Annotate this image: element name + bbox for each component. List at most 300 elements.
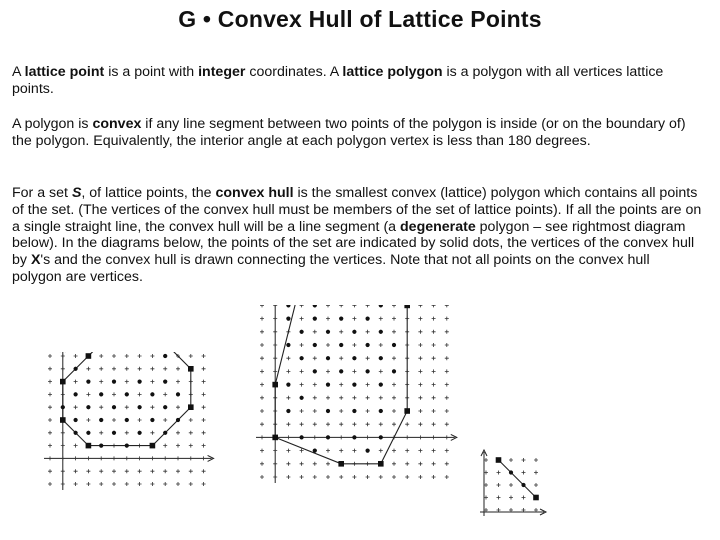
- lattice-plus-icon: [484, 496, 488, 500]
- lattice-plus-icon: [125, 380, 129, 384]
- lattice-plus-icon: [432, 383, 436, 387]
- lattice-plus-icon: [326, 422, 330, 426]
- lattice-plus-icon: [273, 475, 277, 479]
- lattice-plus-icon: [313, 356, 317, 360]
- text-run: A: [12, 64, 25, 80]
- lattice-plus-icon: [509, 458, 513, 462]
- lattice-plus-icon: [74, 444, 78, 448]
- lattice-plus-icon: [48, 431, 52, 435]
- hull-vertex-x-icon: [404, 408, 410, 414]
- set-point: [286, 317, 290, 321]
- set-point: [379, 305, 383, 308]
- set-point: [138, 431, 142, 435]
- lattice-plus-icon: [273, 330, 277, 334]
- set-point: [138, 405, 142, 409]
- lattice-plus-icon: [86, 482, 90, 486]
- set-point: [286, 383, 290, 387]
- lattice-plus-icon: [326, 317, 330, 321]
- lattice-plus-icon: [189, 431, 193, 435]
- lattice-plus-icon: [300, 422, 304, 426]
- lattice-plus-icon: [300, 317, 304, 321]
- lattice-plus-icon: [432, 396, 436, 400]
- lattice-plus-icon: [418, 356, 422, 360]
- lattice-plus-icon: [366, 383, 370, 387]
- lattice-plus-icon: [260, 435, 264, 439]
- lattice-plus-icon: [445, 475, 449, 479]
- lattice-plus-icon: [313, 435, 317, 439]
- lattice-plus-icon: [163, 469, 167, 473]
- lattice-plus-icon: [392, 396, 396, 400]
- lattice-plus-icon: [379, 422, 383, 426]
- lattice-plus-icon: [432, 317, 436, 321]
- lattice-plus-icon: [202, 456, 206, 460]
- lattice-plus-icon: [61, 456, 65, 460]
- lattice-plus-icon: [366, 330, 370, 334]
- lattice-plus-icon: [313, 475, 317, 479]
- lattice-plus-icon: [74, 456, 78, 460]
- set-point: [352, 330, 356, 334]
- lattice-plus-icon: [432, 475, 436, 479]
- text-run: S: [71, 185, 82, 201]
- set-point: [379, 409, 383, 413]
- lattice-plus-icon: [339, 383, 343, 387]
- text-run: For a set: [12, 185, 72, 201]
- lattice-plus-icon: [99, 469, 103, 473]
- lattice-plus-icon: [366, 422, 370, 426]
- lattice-plus-icon: [445, 409, 449, 413]
- lattice-plus-icon: [418, 369, 422, 373]
- lattice-plus-icon: [326, 396, 330, 400]
- lattice-plus-icon: [326, 475, 330, 479]
- set-point: [163, 354, 167, 358]
- lattice-plus-icon: [405, 449, 409, 453]
- hull-vertex-x-icon: [272, 382, 278, 388]
- lattice-plus-icon: [112, 469, 116, 473]
- lattice-plus-icon: [176, 367, 180, 371]
- lattice-plus-icon: [150, 482, 154, 486]
- lattice-plus-icon: [202, 392, 206, 396]
- lattice-plus-icon: [48, 456, 52, 460]
- lattice-plus-icon: [150, 469, 154, 473]
- lattice-plus-icon: [99, 380, 103, 384]
- lattice-plus-icon: [432, 356, 436, 360]
- lattice-plus-icon: [286, 369, 290, 373]
- irregular-hull-diagram: [232, 305, 462, 530]
- lattice-plus-icon: [260, 383, 264, 387]
- lattice-plus-icon: [339, 409, 343, 413]
- lattice-plus-icon: [48, 354, 52, 358]
- hull-vertex-x-icon: [188, 366, 194, 372]
- lattice-plus-icon: [48, 418, 52, 422]
- set-point: [313, 305, 317, 308]
- hull-vertex-x-icon: [86, 443, 92, 449]
- text-run: is a point with: [104, 64, 199, 80]
- set-point: [163, 431, 167, 435]
- lattice-plus-icon: [392, 330, 396, 334]
- lattice-plus-icon: [260, 317, 264, 321]
- text-run: A polygon is: [12, 116, 93, 132]
- hull-vertex-x-icon: [60, 379, 66, 385]
- lattice-plus-icon: [392, 356, 396, 360]
- lattice-plus-icon: [260, 449, 264, 453]
- lattice-plus-icon: [99, 456, 103, 460]
- set-point: [326, 383, 330, 387]
- convex-hull-segment: [499, 460, 537, 498]
- lattice-plus-icon: [286, 396, 290, 400]
- lattice-plus-icon: [138, 354, 142, 358]
- lattice-plus-icon: [176, 431, 180, 435]
- lattice-plus-icon: [74, 405, 78, 409]
- lattice-plus-icon: [150, 354, 154, 358]
- lattice-plus-icon: [176, 469, 180, 473]
- set-point: [326, 356, 330, 360]
- text-run: if any line segment between two points of the polygon is inside (or on the boundary of) the polygon. Equivalently, the interior angle at each polygon vertex is less than 180 degrees.: [12, 116, 686, 149]
- set-point: [163, 405, 167, 409]
- lattice-plus-icon: [125, 469, 129, 473]
- set-point: [286, 409, 290, 413]
- set-point: [313, 343, 317, 347]
- lattice-plus-icon: [260, 330, 264, 334]
- lattice-plus-icon: [99, 431, 103, 435]
- set-point: [300, 356, 304, 360]
- lattice-plus-icon: [352, 422, 356, 426]
- lattice-plus-icon: [418, 396, 422, 400]
- lattice-plus-icon: [74, 482, 78, 486]
- lattice-plus-icon: [125, 405, 129, 409]
- lattice-plus-icon: [534, 458, 538, 462]
- set-point: [86, 405, 90, 409]
- set-point: [125, 392, 129, 396]
- lattice-plus-icon: [405, 475, 409, 479]
- lattice-plus-icon: [339, 475, 343, 479]
- hull-vertex-x-icon: [86, 353, 92, 359]
- lattice-plus-icon: [300, 343, 304, 347]
- lattice-plus-icon: [125, 354, 129, 358]
- lattice-plus-icon: [352, 305, 356, 307]
- lattice-plus-icon: [176, 380, 180, 384]
- lattice-plus-icon: [48, 405, 52, 409]
- lattice-plus-icon: [339, 435, 343, 439]
- lattice-plus-icon: [176, 405, 180, 409]
- lattice-plus-icon: [163, 482, 167, 486]
- lattice-plus-icon: [260, 305, 264, 307]
- set-point: [352, 356, 356, 360]
- lattice-plus-icon: [112, 354, 116, 358]
- lattice-plus-icon: [366, 409, 370, 413]
- octagon-hull-diagram: [28, 352, 218, 522]
- lattice-plus-icon: [534, 471, 538, 475]
- lattice-plus-icon: [150, 431, 154, 435]
- lattice-plus-icon: [202, 431, 206, 435]
- lattice-plus-icon: [418, 330, 422, 334]
- text-run: , of lattice points, the: [81, 185, 216, 201]
- lattice-plus-icon: [445, 396, 449, 400]
- lattice-plus-icon: [260, 356, 264, 360]
- set-point: [74, 367, 78, 371]
- lattice-plus-icon: [445, 383, 449, 387]
- lattice-plus-icon: [300, 369, 304, 373]
- lattice-plus-icon: [379, 343, 383, 347]
- text-run: degenerate: [400, 218, 476, 235]
- lattice-plus-icon: [418, 343, 422, 347]
- lattice-plus-icon: [392, 305, 396, 307]
- lattice-plus-icon: [392, 422, 396, 426]
- lattice-plus-icon: [313, 422, 317, 426]
- hull-vertex-x-icon: [150, 443, 156, 449]
- hull-vertex-x-icon: [272, 435, 278, 441]
- lattice-plus-icon: [313, 409, 317, 413]
- lattice-plus-icon: [497, 496, 501, 500]
- lattice-plus-icon: [260, 462, 264, 466]
- lattice-plus-icon: [445, 422, 449, 426]
- lattice-plus-icon: [163, 444, 167, 448]
- lattice-plus-icon: [445, 449, 449, 453]
- lattice-plus-icon: [300, 409, 304, 413]
- lattice-plus-icon: [273, 369, 277, 373]
- lattice-plus-icon: [432, 449, 436, 453]
- lattice-plus-icon: [286, 449, 290, 453]
- lattice-plus-icon: [392, 409, 396, 413]
- text-run: 's and the convex hull is drawn connecting the vertices. Note that not all points on the convex hull polygon are vertices.: [12, 252, 650, 285]
- lattice-plus-icon: [138, 392, 142, 396]
- text-run: convex: [92, 116, 142, 132]
- set-point: [366, 449, 370, 453]
- lattice-plus-icon: [352, 449, 356, 453]
- lattice-plus-icon: [61, 354, 65, 358]
- set-point: [326, 330, 330, 334]
- lattice-plus-icon: [112, 456, 116, 460]
- lattice-plus-icon: [112, 418, 116, 422]
- set-point: [509, 470, 513, 474]
- set-point: [99, 392, 103, 396]
- lattice-plus-icon: [405, 435, 409, 439]
- lattice-plus-icon: [339, 396, 343, 400]
- lattice-plus-icon: [445, 462, 449, 466]
- lattice-plus-icon: [300, 383, 304, 387]
- lattice-plus-icon: [176, 482, 180, 486]
- set-point: [176, 418, 180, 422]
- text-run: polygon – see rightmost diagram below). In the diagrams below, the points of the set are indicated by solid dots, the vertices of the convex hull by: [12, 218, 695, 269]
- page-title: G • Convex Hull of Lattice Points: [178, 6, 542, 32]
- hull-vertex-x-icon: [188, 404, 194, 410]
- degenerate-hull-diagram: [476, 448, 556, 520]
- lattice-plus-icon: [202, 380, 206, 384]
- lattice-plus-icon: [286, 462, 290, 466]
- lattice-plus-icon: [48, 482, 52, 486]
- set-point: [112, 380, 116, 384]
- lattice-plus-icon: [260, 422, 264, 426]
- lattice-plus-icon: [86, 456, 90, 460]
- lattice-plus-icon: [522, 458, 526, 462]
- lattice-plus-icon: [260, 369, 264, 373]
- set-point: [379, 356, 383, 360]
- set-point: [339, 343, 343, 347]
- lattice-plus-icon: [125, 482, 129, 486]
- lattice-plus-icon: [432, 369, 436, 373]
- lattice-plus-icon: [379, 449, 383, 453]
- lattice-plus-icon: [150, 405, 154, 409]
- lattice-plus-icon: [202, 444, 206, 448]
- lattice-plus-icon: [432, 343, 436, 347]
- set-point: [286, 343, 290, 347]
- lattice-plus-icon: [418, 317, 422, 321]
- lattice-plus-icon: [125, 456, 129, 460]
- lattice-plus-icon: [392, 475, 396, 479]
- lattice-plus-icon: [202, 469, 206, 473]
- lattice-plus-icon: [432, 462, 436, 466]
- lattice-plus-icon: [522, 496, 526, 500]
- lattice-plus-icon: [99, 482, 103, 486]
- lattice-plus-icon: [392, 449, 396, 453]
- hull-vertex-x-icon: [378, 461, 384, 467]
- set-point: [99, 444, 103, 448]
- lattice-plus-icon: [432, 435, 436, 439]
- lattice-plus-icon: [366, 356, 370, 360]
- lattice-plus-icon: [273, 305, 277, 307]
- lattice-plus-icon: [326, 462, 330, 466]
- lattice-plus-icon: [418, 409, 422, 413]
- lattice-plus-icon: [313, 330, 317, 334]
- lattice-plus-icon: [418, 305, 422, 307]
- lattice-plus-icon: [484, 458, 488, 462]
- lattice-plus-icon: [418, 422, 422, 426]
- lattice-plus-icon: [326, 369, 330, 373]
- lattice-plus-icon: [163, 456, 167, 460]
- lattice-plus-icon: [189, 469, 193, 473]
- lattice-plus-icon: [202, 367, 206, 371]
- lattice-plus-icon: [163, 392, 167, 396]
- set-point: [352, 383, 356, 387]
- lattice-plus-icon: [48, 469, 52, 473]
- lattice-plus-icon: [260, 396, 264, 400]
- set-point: [313, 449, 317, 453]
- text-run: lattice polygon: [342, 64, 443, 80]
- lattice-plus-icon: [445, 343, 449, 347]
- lattice-plus-icon: [61, 469, 65, 473]
- lattice-plus-icon: [326, 449, 330, 453]
- lattice-plus-icon: [445, 305, 449, 307]
- lattice-plus-icon: [445, 435, 449, 439]
- set-point: [366, 317, 370, 321]
- lattice-plus-icon: [189, 418, 193, 422]
- lattice-plus-icon: [522, 471, 526, 475]
- lattice-plus-icon: [48, 380, 52, 384]
- lattice-plus-icon: [202, 354, 206, 358]
- set-point: [86, 380, 90, 384]
- lattice-plus-icon: [352, 317, 356, 321]
- lattice-plus-icon: [189, 456, 193, 460]
- set-point: [74, 418, 78, 422]
- set-point: [366, 369, 370, 373]
- set-point: [286, 305, 290, 308]
- lattice-plus-icon: [497, 471, 501, 475]
- set-point: [61, 405, 65, 409]
- lattice-plus-icon: [313, 383, 317, 387]
- lattice-plus-icon: [534, 483, 538, 487]
- lattice-plus-icon: [74, 469, 78, 473]
- set-point: [112, 405, 116, 409]
- lattice-plus-icon: [352, 396, 356, 400]
- lattice-plus-icon: [418, 449, 422, 453]
- text-run: coordinates. A: [245, 64, 343, 80]
- lattice-plus-icon: [99, 405, 103, 409]
- set-point: [313, 369, 317, 373]
- lattice-plus-icon: [189, 354, 193, 358]
- lattice-plus-icon: [366, 305, 370, 307]
- lattice-plus-icon: [509, 496, 513, 500]
- lattice-plus-icon: [509, 508, 513, 512]
- set-point: [300, 396, 304, 400]
- lattice-plus-icon: [125, 367, 129, 371]
- text-run: convex hull: [215, 185, 294, 201]
- set-point: [176, 392, 180, 396]
- lattice-plus-icon: [445, 317, 449, 321]
- lattice-plus-icon: [273, 317, 277, 321]
- lattice-plus-icon: [339, 305, 343, 307]
- lattice-plus-icon: [163, 418, 167, 422]
- lattice-plus-icon: [86, 469, 90, 473]
- lattice-plus-icon: [273, 356, 277, 360]
- convex-definition-paragraph: [12, 116, 702, 150]
- lattice-plus-icon: [61, 431, 65, 435]
- lattice-plus-icon: [138, 367, 142, 371]
- convex-hull-definition-paragraph: [12, 185, 702, 286]
- lattice-plus-icon: [61, 444, 65, 448]
- lattice-plus-icon: [418, 383, 422, 387]
- lattice-plus-icon: [138, 456, 142, 460]
- lattice-plus-icon: [61, 482, 65, 486]
- lattice-plus-icon: [484, 471, 488, 475]
- set-point: [99, 418, 103, 422]
- set-point: [339, 317, 343, 321]
- lattice-plus-icon: [432, 330, 436, 334]
- lattice-plus-icon: [432, 422, 436, 426]
- hull-vertex-x-icon: [404, 305, 410, 308]
- lattice-plus-icon: [189, 444, 193, 448]
- text-run: is a polygon with all vertices lattice points.: [12, 64, 664, 97]
- lattice-plus-icon: [484, 508, 488, 512]
- lattice-plus-icon: [273, 449, 277, 453]
- lattice-plus-icon: [260, 409, 264, 413]
- set-point: [326, 409, 330, 413]
- lattice-plus-icon: [150, 367, 154, 371]
- lattice-plus-icon: [138, 482, 142, 486]
- lattice-plus-icon: [405, 462, 409, 466]
- lattice-plus-icon: [339, 330, 343, 334]
- lattice-plus-icon: [273, 462, 277, 466]
- lattice-plus-icon: [112, 367, 116, 371]
- lattice-plus-icon: [286, 475, 290, 479]
- lattice-plus-icon: [497, 483, 501, 487]
- lattice-plus-icon: [138, 469, 142, 473]
- lattice-plus-icon: [86, 367, 90, 371]
- hull-vertex-x-icon: [338, 461, 344, 467]
- lattice-plus-icon: [509, 483, 513, 487]
- lattice-plus-icon: [286, 435, 290, 439]
- lattice-plus-icon: [202, 418, 206, 422]
- lattice-plus-icon: [125, 431, 129, 435]
- lattice-plus-icon: [418, 435, 422, 439]
- lattice-plus-icon: [366, 396, 370, 400]
- lattice-plus-icon: [86, 392, 90, 396]
- lattice-plus-icon: [112, 392, 116, 396]
- set-point: [339, 369, 343, 373]
- set-point: [379, 330, 383, 334]
- lattice-plus-icon: [260, 475, 264, 479]
- lattice-plus-icon: [392, 317, 396, 321]
- lattice-plus-icon: [48, 392, 52, 396]
- set-point: [352, 435, 356, 439]
